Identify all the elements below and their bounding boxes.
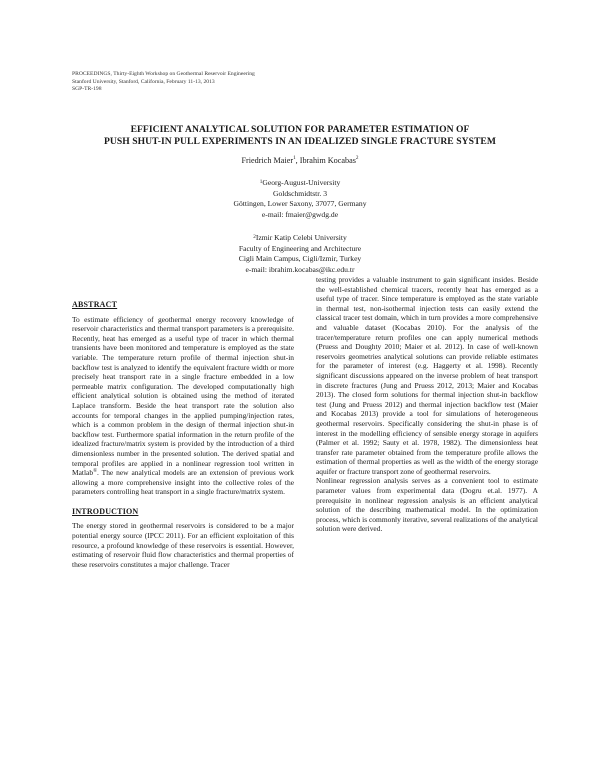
right-paragraph-2: Nonlinear regression analysis serves as a convenient tool to estimate parameter values from experimental data (Dogru et.al. 1977). A prerequisite in nonlinear regression analysis is an efficient analytical solution of the describing mathematical model. In the optimization process, which is commonly iterative, several realizations of the analytical solution were derived.	[316, 476, 538, 534]
registered-mark: ®	[93, 468, 98, 475]
proceedings-header	[72, 71, 255, 94]
affiliation-2-institution: Izmir Katip Celebi University	[255, 233, 347, 242]
abstract-text-end: . The new analytical models are an extension of previous work allowing a more comprehensive insight into the collective roles of the parameters controlling heat transport in a single fracture/matrix system.	[72, 468, 294, 497]
title-line-2: PUSH SHUT-IN PULL EXPERIMENTS IN AN IDEALIZED SINGLE FRACTURE SYSTEM	[104, 135, 496, 147]
abstract-text-main: To estimate efficiency of geothermal energy recovery knowledge of reservoir characteristics and thermal transport parameters is a prerequisite. Recently, heat has emerged as a useful type of tracer in which thermal transients have been monitored and temperature is employed as the state variable. The temperature return profile of thermal injection shut-in backflow test is analyzed to identify the equivalent fracture width or more precisely heat transport rate in a single fracture embedded in a low permeable matrix configuration. The developed computationally high efficient analytical solution is obtained using the method of iterated Laplace transform. Beside the heat transport rate the solution also accounts for temporal changes in the applied pumping/injection rates, which is a common problem in the design of thermal injection shut-in backflow test. Furthermore spatial information in the return profile of the idealized fracture/matrix system is provided by the introduction of a third dimensionless number in the presented solution. The derived spatial and temporal profiles are applied in a nonlinear regression tool written in Matlab	[72, 314, 294, 478]
affiliation-2-mark: 2	[253, 234, 256, 240]
left-column	[72, 300, 294, 569]
author-2: Ibrahim Kocabas	[299, 156, 356, 165]
author-list	[0, 156, 600, 165]
introduction-text: The energy stored in geothermal reservoirs is considered to be a major potential energy source (IPCC 2011). For an efficient exploitation of this resource, a profound knowledge of these reservoirs is essential. However, estimating of reservoir fluid flow characteristics and thermal properties of these reservoirs constitutes a major challenge. Tracer	[72, 521, 294, 569]
right-column	[316, 275, 538, 534]
author-2-mark: 2	[355, 155, 359, 161]
author-1-mark: 1	[293, 155, 296, 161]
affiliation-1-institution: Georg-August-University	[262, 178, 341, 187]
author-separator: ,	[295, 156, 300, 165]
affiliation-2-email: e-mail: ibrahim.kocabas@ikc.edu.tr	[245, 264, 355, 274]
affiliation-2-faculty: Faculty of Engineering and Architecture	[238, 243, 362, 253]
header-line-2: Stanford University, Stanford, California, February 11-13, 2013	[72, 78, 215, 85]
abstract-text	[72, 315, 294, 497]
affiliation-1-street: Goldschmidtstr. 3	[272, 188, 327, 198]
affiliation-2	[0, 233, 600, 275]
affiliation-1-email: e-mail: fmaier@gwdg.de	[261, 209, 339, 219]
affiliation-1-city: Göttingen, Lower Saxony, 37077, Germany	[233, 199, 367, 209]
title-line-1: EFFICIENT ANALYTICAL SOLUTION FOR PARAMETER ESTIMATION OF	[130, 124, 470, 135]
right-paragraph-1: testing provides a valuable instrument to gain significant insides. Beside the well-established chemical tracers, recently heat has emerged as a useful type of tracer. Since temperature is employed as the state variable in thermal test, non-isothermal injection tests can easily extend the classical tracer test domain, which in turn provides a more comprehensive and valuable dataset (Kocabas 2010). For the analysis of the tracer/temperature return profiles one can apply numerical methods (Pruess and Doughty 2010; Maier et al. 2012). In case of well-known reservoirs geometries analytical solutions can provide reliable estimates for the parameter of interest (e.g. Haggerty et al. 1998). Recently significant discussions appeared on the inverse problem of heat transport in discrete fractures (Jung and Pruess 2012, 2013; Maier and Kocabas 2013). The closed form solutions for thermal injection shut-in backflow test (Jung and Pruess 2012) and thermal injection backflow test (Maier and Kocabas 2013) provide a tool for simulations of heterogeneous geothermal reservoirs. Specifically considering the shut-in phase is of interest in the modelling efficiency of sensible energy storage in aquifers (Palmer et al. 1992; Sauty et al. 1978, 1982). The dimensionless heat transfer rate parameter obtained from the temperature profile allows the estimation of thermal properties as well as the width of the energy storage aquifer or fracture transport zone of geothermal reservoirs.	[316, 275, 538, 476]
introduction-heading: INTRODUCTION	[72, 506, 139, 516]
paper-title	[60, 124, 540, 147]
header-line-3: SGP-TR-198	[72, 86, 102, 93]
header-line-1: PROCEEDINGS, Thirty-Eighth Workshop on Geothermal Reservoir Engineering	[72, 71, 255, 77]
affiliation-1	[0, 178, 600, 220]
affiliation-2-campus: Cigli Main Campus, Cigli/Izmir, Turkey	[238, 254, 362, 264]
author-1: Friedrich Maier	[241, 156, 294, 165]
affiliation-1-mark: 1	[259, 179, 263, 185]
abstract-heading: ABSTRACT	[72, 300, 118, 309]
